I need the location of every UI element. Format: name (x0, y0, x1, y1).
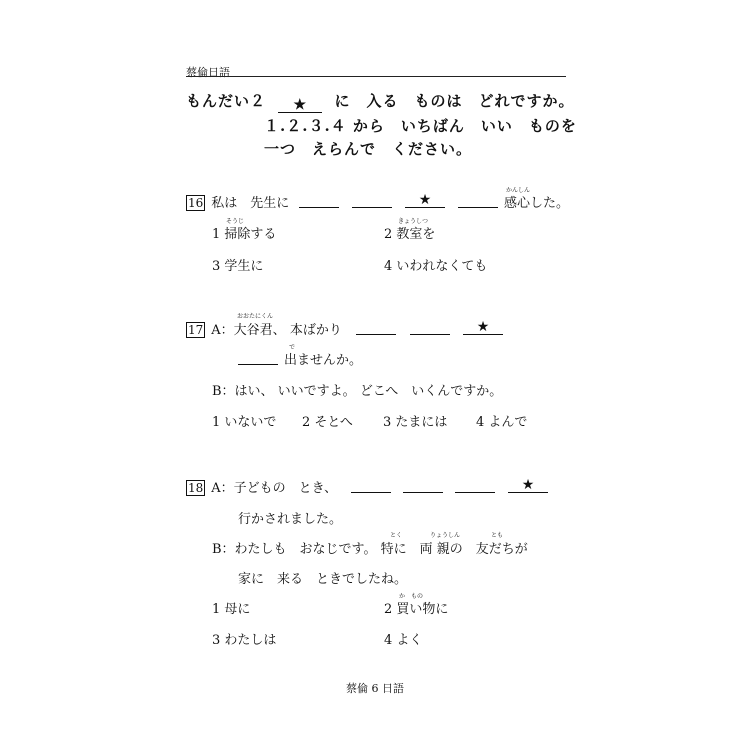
q18-option-2-ruby: か もの (399, 593, 424, 600)
question-16-stem (186, 192, 289, 211)
q16-blank-2[interactable] (352, 193, 392, 208)
q17-option-4[interactable]: 4 よんで (476, 415, 528, 430)
star-blank (278, 98, 322, 113)
q16-blank-star[interactable] (405, 193, 445, 208)
instruction-line-3: 一つ えらんで ください。 (264, 140, 473, 158)
q18-line2: 行かされました。 (238, 512, 343, 527)
page-footer: 蔡倫 6 日語 (346, 682, 404, 695)
q18-ruby-tomo: とも (491, 532, 504, 539)
star-icon: ★ (476, 319, 490, 335)
q17-line2: 出ませんか。 (284, 353, 363, 368)
q17-option-3[interactable]: 3 たまには (383, 415, 448, 430)
question-17-stem (186, 319, 342, 338)
instruction-text-1: に 入る ものは どれですか。 (334, 92, 575, 110)
instruction-line-2: １.２.３.４ から いちばん いい ものを (264, 117, 577, 135)
q16-lead: 私は 先生に (211, 196, 290, 211)
mondai-label: もんだい２ (186, 92, 267, 110)
q17-option-2[interactable]: 2 そとへ (302, 415, 353, 430)
q17-a-label: A： (211, 323, 234, 338)
q18-b-line-2: 家に 来る ときでしたね。 (238, 572, 408, 587)
q17-line2-ruby: で (289, 344, 296, 351)
question-18-stem (186, 477, 337, 496)
instruction-line-1 (186, 90, 575, 113)
q18-option-2[interactable]: 2 買い物に (384, 602, 449, 617)
q17-a-text: 本ばかり (289, 323, 342, 338)
q17-option-1[interactable]: 1 いないで (212, 415, 277, 430)
q16-option-1[interactable]: 1 掃除する (212, 227, 277, 242)
q16-option-3[interactable]: 3 学生に (212, 259, 264, 274)
q16-option-4[interactable]: 4 いわれなくても (384, 259, 488, 274)
q18-option-3[interactable]: 3 わたしは (212, 633, 277, 648)
q18-blank-2[interactable] (403, 478, 443, 493)
q16-option-1-ruby: そうじ (226, 218, 245, 225)
q17-blank-star[interactable] (463, 320, 503, 335)
question-number-16: 16 (188, 196, 204, 210)
q16-end-ruby: かんしん (506, 187, 531, 194)
q18-blank-1[interactable] (351, 478, 391, 493)
q16-blank-4[interactable] (458, 193, 498, 208)
star-icon: ★ (418, 192, 432, 208)
q18-option-1[interactable]: 1 母に (212, 602, 251, 617)
q18-option-4[interactable]: 4 よく (384, 633, 423, 648)
header-divider (186, 76, 566, 77)
header-title: 蔡倫日語 (186, 66, 230, 79)
q17-blank-4[interactable] (238, 350, 278, 365)
q18-a-line: A：子どもの とき、 (211, 481, 338, 496)
q18-b-line-1: B：わたしも おなじです。 特に 両 親の 友だちが (212, 542, 528, 557)
star-icon: ★ (521, 477, 535, 493)
q18-ruby-toku: とく (390, 532, 403, 539)
q17-name-ruby: おおたにくん (237, 313, 274, 320)
q16-end: 感心した。 (504, 196, 570, 211)
q18-ruby-ryoushin: りょうしん (430, 532, 461, 539)
q18-blank-3[interactable] (455, 478, 495, 493)
question-number-17: 17 (188, 323, 204, 337)
q17-blank-2[interactable] (410, 320, 450, 335)
q18-blank-star[interactable] (508, 478, 548, 493)
q16-option-2-ruby: きょうしつ (398, 218, 429, 225)
q17-a-name: 大谷君、 (233, 323, 286, 338)
star-icon: ★ (293, 97, 308, 113)
question-number-18: 18 (188, 481, 204, 495)
q16-blank-1[interactable] (299, 193, 339, 208)
q17-blank-1[interactable] (356, 320, 396, 335)
q17-b-line: B：はい、 いいですよ。 どこへ いくんですか。 (212, 384, 503, 399)
q16-option-2[interactable]: 2 教室を (384, 227, 436, 242)
